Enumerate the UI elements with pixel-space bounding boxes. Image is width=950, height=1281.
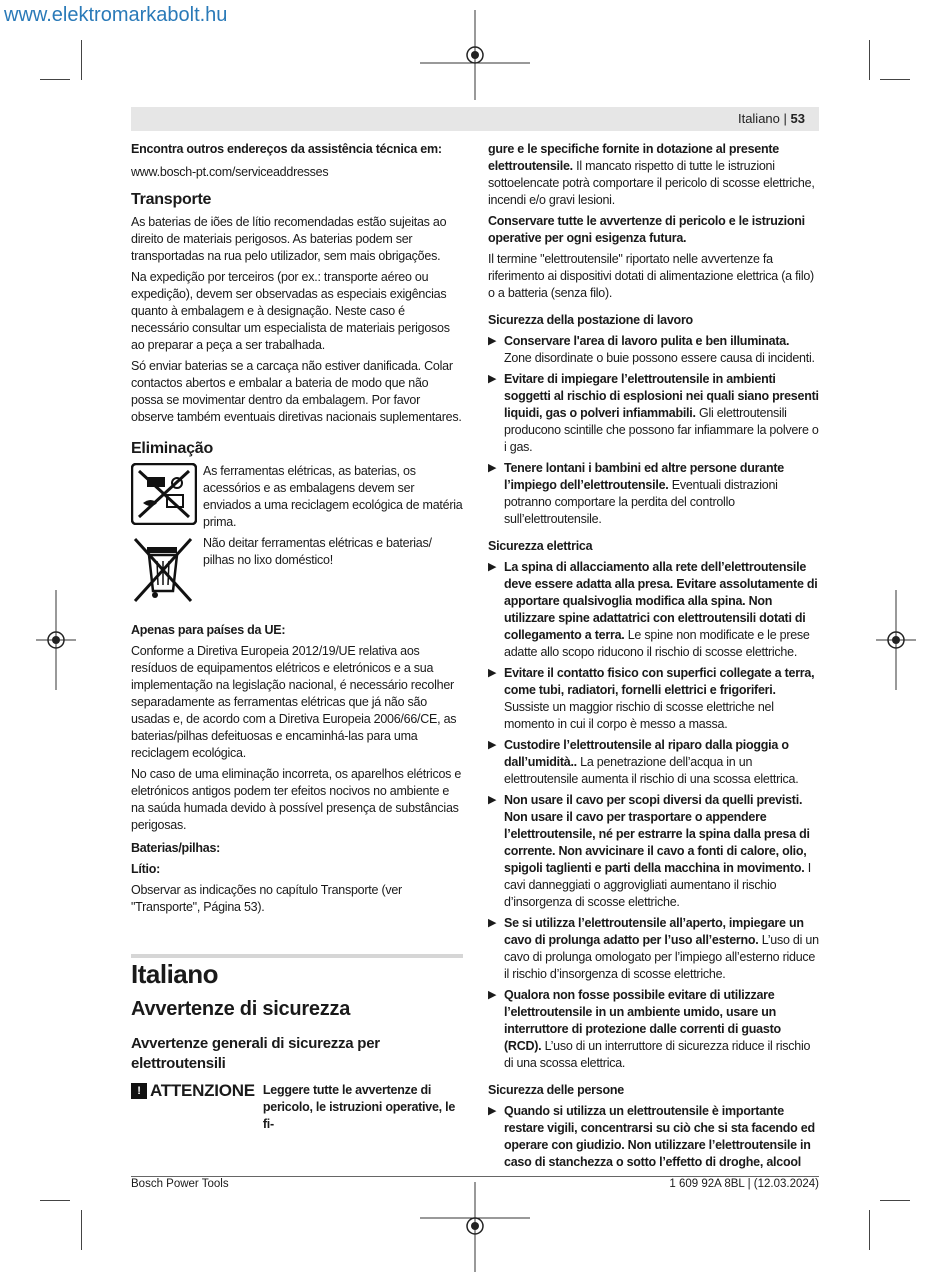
- watermark-link[interactable]: www.elektromarkabolt.hu: [4, 4, 228, 26]
- warning-label: [131, 1082, 255, 1099]
- left-column: [131, 141, 463, 1133]
- safety-bullet-item: [488, 737, 819, 788]
- keep-instructions: Conservare tutte le avvertenze di pericolo e le istruzioni operative per ogni esigenza futura.: [488, 214, 805, 245]
- crop-mark: [880, 79, 910, 80]
- safety-bullet-item: [488, 987, 819, 1072]
- safety-bullet-item: [488, 665, 819, 733]
- triangle-bullet-icon: ▶: [488, 561, 497, 573]
- transport-paragraph: As baterias de iões de lítio recomendadas estão sujeitas ao direito de materiais perigosos. As baterias podem ser transportadas na rua pelo utilizador, sem mais obrigações.: [131, 215, 447, 263]
- bullet-bold-text: Non usare il cavo per scopi diversi da quelli previsti. Non usare il cavo per trasportare o appendere l’elettroutensile, né per estrarre la spina dalla presa di corrente. Non avvicinare il cavo a fonti di calore, olio, spigoli taglienti e parti della macchina in movimento.: [504, 793, 810, 875]
- crop-mark: [81, 40, 82, 80]
- triangle-bullet-icon: ▶: [488, 462, 497, 474]
- footer-left: Bosch Power Tools: [131, 1178, 229, 1190]
- page-number: 53: [790, 111, 805, 126]
- electric-heading: Sicurezza elettrica: [488, 539, 593, 553]
- disposal-bin-row: [131, 535, 463, 610]
- triangle-bullet-icon: ▶: [488, 989, 497, 1001]
- registration-mark-icon: [876, 590, 916, 690]
- transport-paragraph: Na expedição por terceiros (por ex.: transporte aéreo ou expedição), devem ser observadas as especiais exigências quanto à embalagem e à designação. Neste caso é necessário consultar um especialista de materiais perigosos ao preparar a peça a ser trabalhada.: [131, 270, 450, 352]
- persons-heading: Sicurezza delle persone: [488, 1083, 624, 1097]
- lithium-text: Observar as indicações no capítulo Transporte (ver "Transporte", Página 53).: [131, 883, 402, 914]
- warning-text: Leggere tutte le avvertenze di pericolo, le istruzioni operative, le fi-: [262, 1083, 456, 1131]
- triangle-bullet-icon: ▶: [488, 794, 497, 806]
- crop-mark: [81, 1210, 82, 1250]
- triangle-bullet-icon: ▶: [488, 335, 497, 347]
- triangle-bullet-icon: ▶: [488, 917, 497, 929]
- disposal-recycle-row: [131, 463, 463, 531]
- bullet-bold-text: Tenere lontani i bambini ed altre persone durante l’impiego dell’elettroutensile.: [504, 461, 784, 492]
- persons-list: [488, 1103, 819, 1171]
- bullet-bold-text: Quando si utilizza un elettroutensile è importante restare vigili, concentrarsi su ciò che si sta facendo ed operare con giudizio. Non utilizzare l’elettroutensile in caso di stanchezza o sotto l’effetto di droghe, alcool: [504, 1104, 815, 1169]
- bullet-bold-text: Evitare il contatto fisico con superfici collegate a terra, come tubi, radiatori, fornelli elettrici e frigoriferi.: [504, 666, 815, 697]
- warning-triangle-icon: !: [131, 1083, 147, 1099]
- recycling-tool-battery-icon: [131, 463, 197, 531]
- registration-mark-icon: [36, 590, 76, 690]
- recycle-text: As ferramentas elétricas, as baterias, os acessórios e as embalagens devem ser enviados a uma reciclagem ecológica de matéria prima.: [203, 464, 463, 529]
- work-area-list: [488, 333, 819, 528]
- footer-rule: [131, 1176, 819, 1177]
- registration-mark-icon: [420, 1182, 530, 1272]
- crop-mark: [880, 1200, 910, 1201]
- registration-mark-icon: [420, 10, 530, 100]
- bullet-text: I cavi danneggiati o aggrovigliati aumentano il rischio d’insorgenza di scosse elettriche.: [504, 861, 811, 909]
- bullet-text: Sussiste un maggior rischio di scosse elettriche nel momento in cui il corpo è messo a massa.: [504, 700, 774, 731]
- right-column: [488, 141, 819, 1175]
- bullet-text: L’uso di un interruttore di sicurezza riduce il rischio di una scossa elettrica.: [504, 1039, 811, 1070]
- safety-bullet-item: [488, 559, 819, 661]
- service-address-url[interactable]: www.bosch-pt.com/serviceaddresses: [131, 165, 329, 179]
- section-title: Avvertenze di sicurezza: [131, 998, 351, 1020]
- eu-paragraph: Conforme a Diretiva Europeia 2012/19/UE relativa aos resíduos de equipamentos elétricos e eletrónicos e a sua implementação na legislação nacional, é necessário recolher separadamente as ferramentas elétricas que já não são usadas e, de acordo com a Diretiva Europeia 2006/66/CE, as baterias/pilhas defeituosas e encaminhá-las para uma reciclagem ecológica.: [131, 644, 457, 760]
- bullet-bold-text: Conservare l'area di lavoro pulita e ben illuminata.: [504, 334, 790, 348]
- footer-right: 1 609 92A 8BL | (12.03.2024): [669, 1178, 819, 1190]
- bullet-bold-text: La spina di allacciamento alla rete dell’elettroutensile deve essere adatta alla presa. Evitare assolutamente di apportare qualsivoglia modifica alla spina. Non utilizzare spine adattatrici con elettroutensili dotati di collegamento a terra.: [504, 560, 818, 642]
- safety-bullet-item: [488, 460, 819, 528]
- bullet-bold-text: Evitare di impiegare l’elettroutensile in ambienti soggetti al rischio di esplosioni nei quali siano presenti liquidi, gas o polveri infiammabili.: [504, 372, 819, 420]
- bullet-text: Zone disordinate o buie possono essere causa di incidenti.: [504, 351, 815, 365]
- bullet-text: Eventuali distrazioni potranno comportare la perdita del controllo sull’elettroutensile.: [504, 478, 778, 526]
- triangle-bullet-icon: ▶: [488, 1105, 497, 1117]
- sub-title: Avvertenze generali di sicurezza per elettroutensili: [131, 1035, 380, 1072]
- crop-mark: [869, 40, 870, 80]
- safety-bullet-item: [488, 333, 819, 367]
- header-separator: |: [783, 111, 787, 126]
- bullet-bold-text: Custodire l’elettroutensile al riparo dalla pioggia o dall’umidità..: [504, 738, 789, 769]
- page-header: [131, 107, 819, 131]
- safety-bullet-item: [488, 371, 819, 456]
- safety-bullet-item: [488, 915, 819, 983]
- bullet-bold-text: Se si utilizza l’elettroutensile all’aperto, impiegare un cavo di prolunga adatto per l’uso all’esterno.: [504, 916, 804, 947]
- safety-bullet-item: [488, 1103, 819, 1171]
- eu-paragraph: No caso de uma eliminação incorreta, os aparelhos elétricos e eletrónicos antigos podem ter efeitos nocivos no ambiente e na saúda humada devido à possível presença de substâncias perigosas.: [131, 767, 462, 832]
- intro-paragraph: [488, 141, 819, 209]
- warning-block: [131, 1082, 463, 1133]
- transport-paragraph: Só enviar baterias se a carcaça não estiver danificada. Colar contactos abertos e embalar a bateria de modo que não possa se movimentar dentro da embalagem. Por favor observe também eventuais diretivas nacionais suplementares.: [131, 359, 462, 424]
- term-definition: Il termine "elettroutensile" riportato nelle avvertenze fa riferimento ai dispositivi dotati di alimentazione elettrica (a filo) o a batteria (senza filo).: [488, 252, 814, 300]
- crop-mark: [40, 79, 70, 80]
- bullet-text: L’uso di un cavo di prolunga omologato per l’impiego all’esterno riduce il rischio d’insorgenza di scosse elettriche.: [504, 933, 819, 981]
- crop-mark: [40, 1200, 70, 1201]
- header-language: Italiano: [737, 111, 780, 126]
- bullet-text: Le spine non modificate e le prese adatte allo scopo riducono il rischio di scosse elettriche.: [504, 628, 810, 659]
- intro-bold: gure e le specifiche fornite in dotazione al presente elettroutensile.: [488, 142, 779, 173]
- eu-heading: Apenas para países da UE:: [131, 623, 286, 637]
- triangle-bullet-icon: ▶: [488, 739, 497, 751]
- page-header-text: [738, 111, 805, 126]
- batteries-heading: Baterias/pilhas:: [131, 841, 221, 855]
- crop-mark: [869, 1210, 870, 1250]
- safety-bullet-item: [488, 792, 819, 911]
- warning-label-text: ATTENZIONE: [150, 1081, 255, 1100]
- address-intro: Encontra outros endereços da assistência técnica em:: [131, 142, 442, 156]
- bullet-text: La penetrazione dell’acqua in un elettroutensile aumenta il rischio di una scossa elettrica.: [504, 755, 799, 786]
- triangle-bullet-icon: ▶: [488, 667, 497, 679]
- work-area-heading: Sicurezza della postazione di lavoro: [488, 313, 693, 327]
- electric-list: [488, 559, 819, 1072]
- lithium-heading: Lítio:: [131, 862, 161, 876]
- language-section: [131, 954, 463, 1133]
- language-title: Italiano: [131, 959, 219, 989]
- disposal-heading: Eliminação: [131, 440, 213, 457]
- transport-heading: Transporte: [131, 191, 212, 208]
- intro-text: Il mancato rispetto di tutte le istruzioni sottoelencate potrà comportare il pericolo di scosse elettriche, incendi e/o gravi lesioni.: [488, 159, 815, 207]
- bullet-bold-text: Qualora non fosse possibile evitare di utilizzare l’elettroutensile in un ambiente umido, usare un interruttore di protezione dalle correnti di guasto (RCD).: [504, 988, 781, 1053]
- crossed-out-wheelie-bin-icon: [131, 535, 197, 610]
- bullet-text: Gli elettroutensili producono scintille che possono far infiammare la polvere o i gas.: [504, 406, 819, 454]
- bin-text: Não deitar ferramentas elétricas e baterias/ pilhas no lixo doméstico!: [203, 536, 432, 567]
- triangle-bullet-icon: ▶: [488, 373, 497, 385]
